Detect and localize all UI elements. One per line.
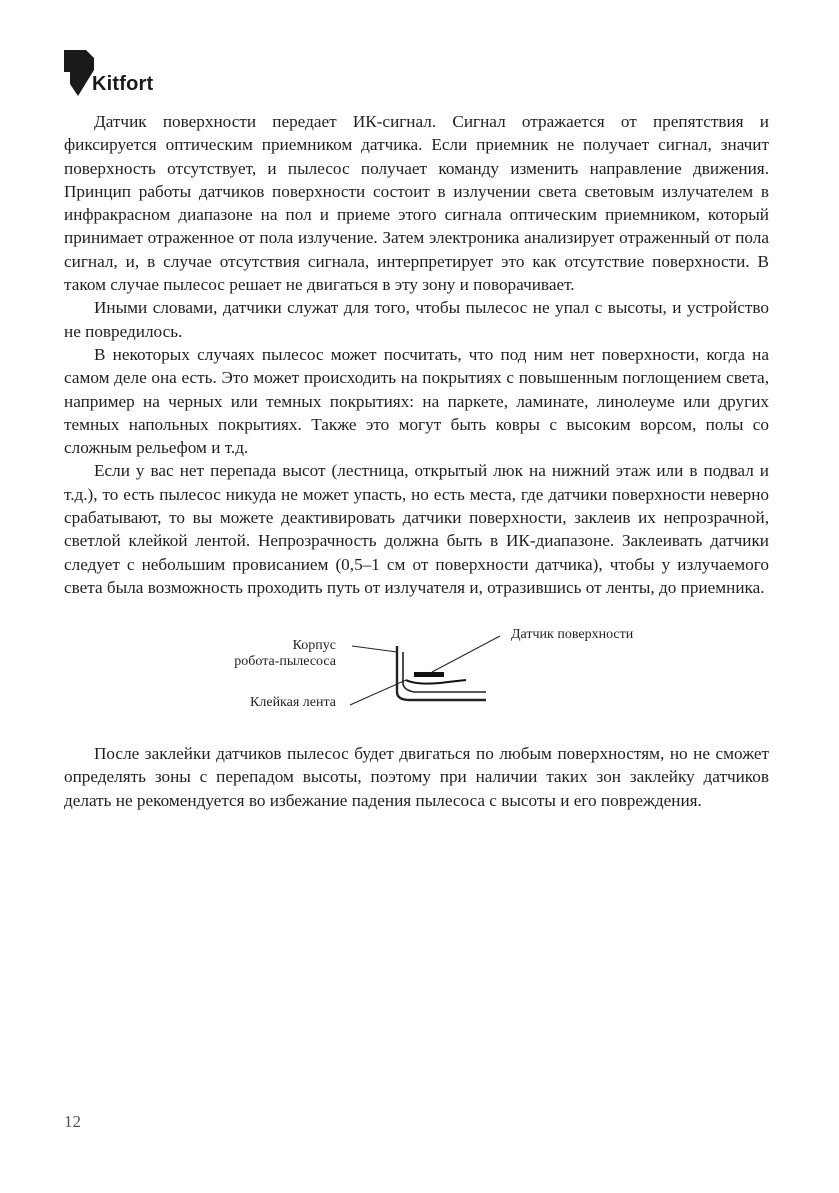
body-text-upper <box>64 110 769 599</box>
label-surface-sensor: Датчик поверхности <box>511 627 634 642</box>
paragraph-after-taping: После заклейки датчиков пылесос будет двигаться по любым поверхностям, но не сможет определять зоны с перепадом высоты, поэтому при наличии таких зон заклейку датчиков делать не рекомендуется во избежание падения пылесоса с высоты и его повреждения. <box>64 744 769 810</box>
body-text-lower <box>64 742 769 812</box>
page-number: 12 <box>64 1112 81 1131</box>
kitfort-shield-icon <box>64 48 94 98</box>
kitfort-logo <box>64 48 194 98</box>
paragraph-false-detection: В некоторых случаях пылесос может посчитать, что под ним нет поверхности, когда на самом деле она есть. Это может происходить на покрытиях с повышенным поглощением света, например на черных или темных покрытиях: на паркете, ламинате, линолеуме или других темных напольных покрытиях. Также это могут быть ковры с высоким ворсом, полы со сложным рельефом и т.д. <box>64 344 769 458</box>
label-adhesive-tape: Клейкая лента <box>250 695 336 710</box>
sensor-tape-diagram <box>200 622 670 722</box>
paragraph-deactivation: Если у вас нет перепада высот (лестница, открытый люк на нижний этаж или в подвал и т.д.), то есть пылесос никуда не может упасть, но есть места, где датчики поверхности неверно срабатывают, то вы можете деактивировать датчики поверхности, заклеив их непрозрачной, светлой клейкой лентой. Непрозрачность должна быть в ИК-диапазоне. Заклеивать датчики следует с небольшим провисанием (0,5–1 см от поверхности датчика), чтобы у излучаемого света была возможность проходить путь от излучателя и, отразившись от ленты, до приемника. <box>64 461 769 597</box>
paragraph-sensor-principle: Датчик поверхности передает ИК-сигнал. Сигнал отражается от препятствия и фиксируется оптическим приемником датчика. Если приемник не получает сигнал, значит поверхность отсутствует, и пылесос получает команду изменить направление движения. Принцип работы датчиков поверхности состоит в излучении света световым излучателем в инфракрасном диапазоне на пол и приеме этого сигнала оптическим приемником, который принимает отраженное от пола излучение. Затем электроника анализирует отраженный от пола сигнал, и, в случае отсутствия сигнала, интерпретирует это как отсутствие поверхности. В таком случае пылесос решает не двигаться в эту зону и поворачивает. <box>64 112 769 295</box>
brand-name: Kitfort <box>92 73 154 95</box>
label-robot-body <box>234 638 336 670</box>
label-robot-body-line2: робота-пылесоса <box>234 654 336 669</box>
label-robot-body-line1: Корпус <box>292 638 336 653</box>
paragraph-purpose: Иными словами, датчики служат для того, чтобы пылесос не упал с высоты, и устройство не повредилось. <box>64 298 769 341</box>
